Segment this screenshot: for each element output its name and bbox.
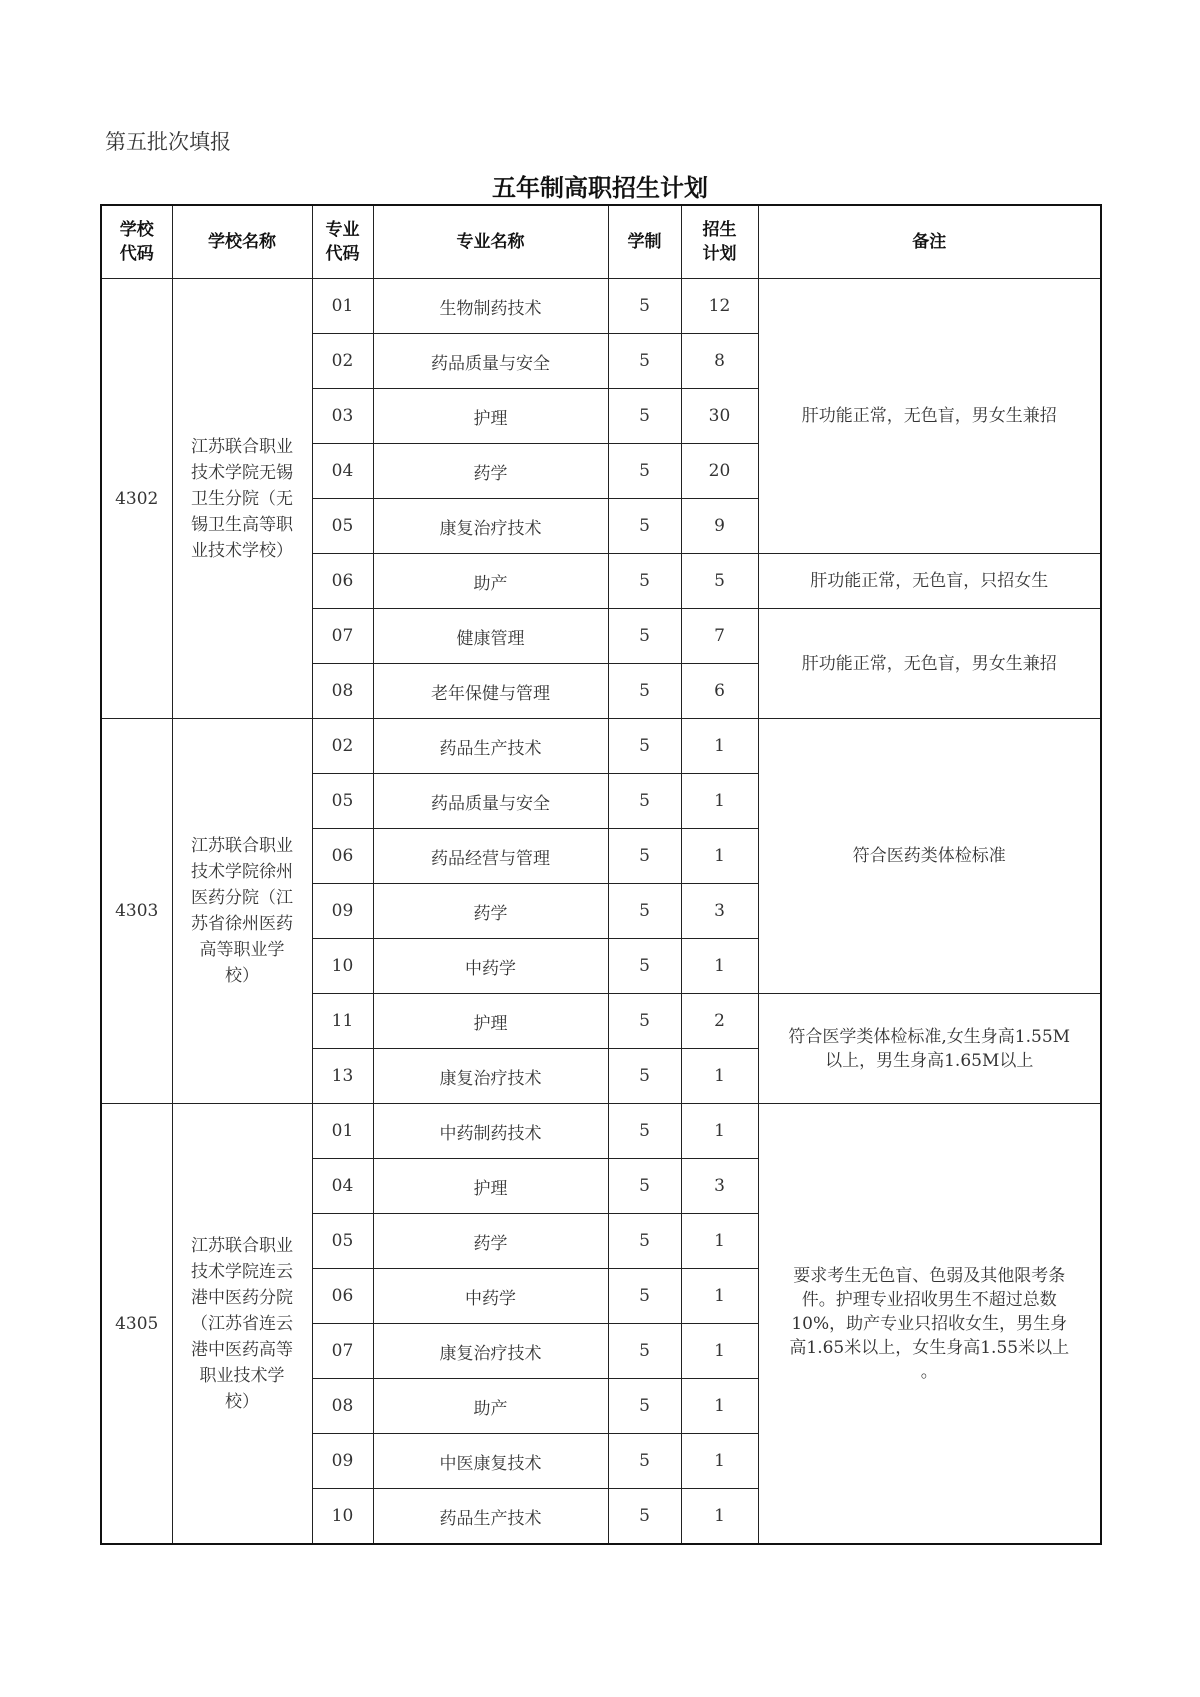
major-code: 04 bbox=[312, 444, 373, 499]
major-code: 06 bbox=[312, 1269, 373, 1324]
note: 要求考生无色盲、色弱及其他限考条 件。护理专业招收男生不超过总数 10%，助产专业只招收女生，男生身 高1.65米以上，女生身高1.55米以上 。 bbox=[758, 1104, 1101, 1545]
note: 肝功能正常，无色盲，只招女生 bbox=[758, 554, 1101, 609]
major-code: 06 bbox=[312, 829, 373, 884]
enrollment-plan-table bbox=[100, 204, 1102, 1545]
plan-count: 3 bbox=[681, 1159, 758, 1214]
duration: 5 bbox=[608, 994, 681, 1049]
major-name: 药学 bbox=[373, 884, 608, 939]
duration: 5 bbox=[608, 389, 681, 444]
duration: 5 bbox=[608, 664, 681, 719]
header-school-name: 学校名称 bbox=[172, 205, 312, 279]
duration: 5 bbox=[608, 829, 681, 884]
duration: 5 bbox=[608, 499, 681, 554]
note: 肝功能正常，无色盲，男女生兼招 bbox=[758, 279, 1101, 554]
major-code: 02 bbox=[312, 334, 373, 389]
major-name: 药品生产技术 bbox=[373, 1489, 608, 1545]
duration: 5 bbox=[608, 279, 681, 334]
major-name: 药品质量与安全 bbox=[373, 774, 608, 829]
plan-count: 12 bbox=[681, 279, 758, 334]
major-code: 05 bbox=[312, 1214, 373, 1269]
major-code: 09 bbox=[312, 1434, 373, 1489]
page-title: 五年制高职招生计划 bbox=[492, 174, 708, 202]
duration: 5 bbox=[608, 774, 681, 829]
plan-count: 5 bbox=[681, 554, 758, 609]
plan-count: 6 bbox=[681, 664, 758, 719]
plan-count: 1 bbox=[681, 1049, 758, 1104]
major-name: 护理 bbox=[373, 389, 608, 444]
major-name: 中药学 bbox=[373, 939, 608, 994]
major-name: 助产 bbox=[373, 554, 608, 609]
duration: 5 bbox=[608, 1489, 681, 1545]
major-name: 中医康复技术 bbox=[373, 1434, 608, 1489]
major-code: 06 bbox=[312, 554, 373, 609]
major-name: 康复治疗技术 bbox=[373, 1324, 608, 1379]
duration: 5 bbox=[608, 334, 681, 389]
major-code: 04 bbox=[312, 1159, 373, 1214]
major-name: 健康管理 bbox=[373, 609, 608, 664]
plan-count: 1 bbox=[681, 939, 758, 994]
major-code: 07 bbox=[312, 609, 373, 664]
header-row bbox=[101, 205, 1101, 279]
major-name: 老年保健与管理 bbox=[373, 664, 608, 719]
duration: 5 bbox=[608, 719, 681, 774]
table-row bbox=[101, 1104, 1101, 1159]
duration: 5 bbox=[608, 939, 681, 994]
plan-count: 20 bbox=[681, 444, 758, 499]
plan-count: 1 bbox=[681, 719, 758, 774]
major-code: 07 bbox=[312, 1324, 373, 1379]
plan-count: 1 bbox=[681, 1324, 758, 1379]
plan-count: 8 bbox=[681, 334, 758, 389]
school-name: 江苏联合职业 技术学院无锡 卫生分院（无 锡卫生高等职 业技术学校） bbox=[172, 279, 312, 719]
header-plan: 招生 计划 bbox=[681, 205, 758, 279]
plan-count: 1 bbox=[681, 1214, 758, 1269]
major-name: 中药学 bbox=[373, 1269, 608, 1324]
header-duration: 学制 bbox=[608, 205, 681, 279]
major-code: 01 bbox=[312, 279, 373, 334]
note: 符合医药类体检标准 bbox=[758, 719, 1101, 994]
table-row bbox=[101, 279, 1101, 334]
major-name: 生物制药技术 bbox=[373, 279, 608, 334]
school-name: 江苏联合职业 技术学院连云 港中医药分院 （江苏省连云 港中医药高等 职业技术学 校） bbox=[172, 1104, 312, 1545]
batch-label: 第五批次填报 bbox=[105, 130, 231, 154]
duration: 5 bbox=[608, 1324, 681, 1379]
plan-count: 1 bbox=[681, 774, 758, 829]
plan-count: 1 bbox=[681, 1489, 758, 1545]
header-school-code: 学校 代码 bbox=[101, 205, 172, 279]
duration: 5 bbox=[608, 1434, 681, 1489]
major-name: 康复治疗技术 bbox=[373, 1049, 608, 1104]
major-name: 康复治疗技术 bbox=[373, 499, 608, 554]
header-note: 备注 bbox=[758, 205, 1101, 279]
duration: 5 bbox=[608, 1049, 681, 1104]
school-name: 江苏联合职业 技术学院徐州 医药分院（江 苏省徐州医药 高等职业学 校） bbox=[172, 719, 312, 1104]
major-code: 01 bbox=[312, 1104, 373, 1159]
duration: 5 bbox=[608, 554, 681, 609]
plan-count: 1 bbox=[681, 1379, 758, 1434]
major-code: 08 bbox=[312, 664, 373, 719]
plan-count: 1 bbox=[681, 1104, 758, 1159]
duration: 5 bbox=[608, 1159, 681, 1214]
duration: 5 bbox=[608, 1214, 681, 1269]
plan-count: 1 bbox=[681, 1269, 758, 1324]
note: 符合医学类体检标准,女生身高1.55M 以上，男生身高1.65M以上 bbox=[758, 994, 1101, 1104]
plan-count: 7 bbox=[681, 609, 758, 664]
major-code: 05 bbox=[312, 774, 373, 829]
plan-count: 1 bbox=[681, 829, 758, 884]
major-code: 11 bbox=[312, 994, 373, 1049]
plan-count: 9 bbox=[681, 499, 758, 554]
header-major-name: 专业名称 bbox=[373, 205, 608, 279]
major-name: 药品生产技术 bbox=[373, 719, 608, 774]
major-code: 09 bbox=[312, 884, 373, 939]
duration: 5 bbox=[608, 444, 681, 499]
note: 肝功能正常，无色盲，男女生兼招 bbox=[758, 609, 1101, 719]
major-code: 03 bbox=[312, 389, 373, 444]
major-code: 10 bbox=[312, 1489, 373, 1545]
school-code: 4303 bbox=[101, 719, 172, 1104]
plan-count: 2 bbox=[681, 994, 758, 1049]
major-code: 05 bbox=[312, 499, 373, 554]
major-code: 13 bbox=[312, 1049, 373, 1104]
school-code: 4302 bbox=[101, 279, 172, 719]
major-name: 药学 bbox=[373, 1214, 608, 1269]
major-name: 药品质量与安全 bbox=[373, 334, 608, 389]
major-code: 08 bbox=[312, 1379, 373, 1434]
major-name: 药品经营与管理 bbox=[373, 829, 608, 884]
plan-count: 30 bbox=[681, 389, 758, 444]
major-code: 02 bbox=[312, 719, 373, 774]
major-name: 护理 bbox=[373, 1159, 608, 1214]
major-name: 护理 bbox=[373, 994, 608, 1049]
table-row bbox=[101, 719, 1101, 774]
major-name: 中药制药技术 bbox=[373, 1104, 608, 1159]
duration: 5 bbox=[608, 884, 681, 939]
duration: 5 bbox=[608, 1104, 681, 1159]
header-major-code: 专业 代码 bbox=[312, 205, 373, 279]
duration: 5 bbox=[608, 1379, 681, 1434]
duration: 5 bbox=[608, 1269, 681, 1324]
plan-count: 1 bbox=[681, 1434, 758, 1489]
major-name: 药学 bbox=[373, 444, 608, 499]
duration: 5 bbox=[608, 609, 681, 664]
school-code: 4305 bbox=[101, 1104, 172, 1545]
major-name: 助产 bbox=[373, 1379, 608, 1434]
plan-count: 3 bbox=[681, 884, 758, 939]
major-code: 10 bbox=[312, 939, 373, 994]
